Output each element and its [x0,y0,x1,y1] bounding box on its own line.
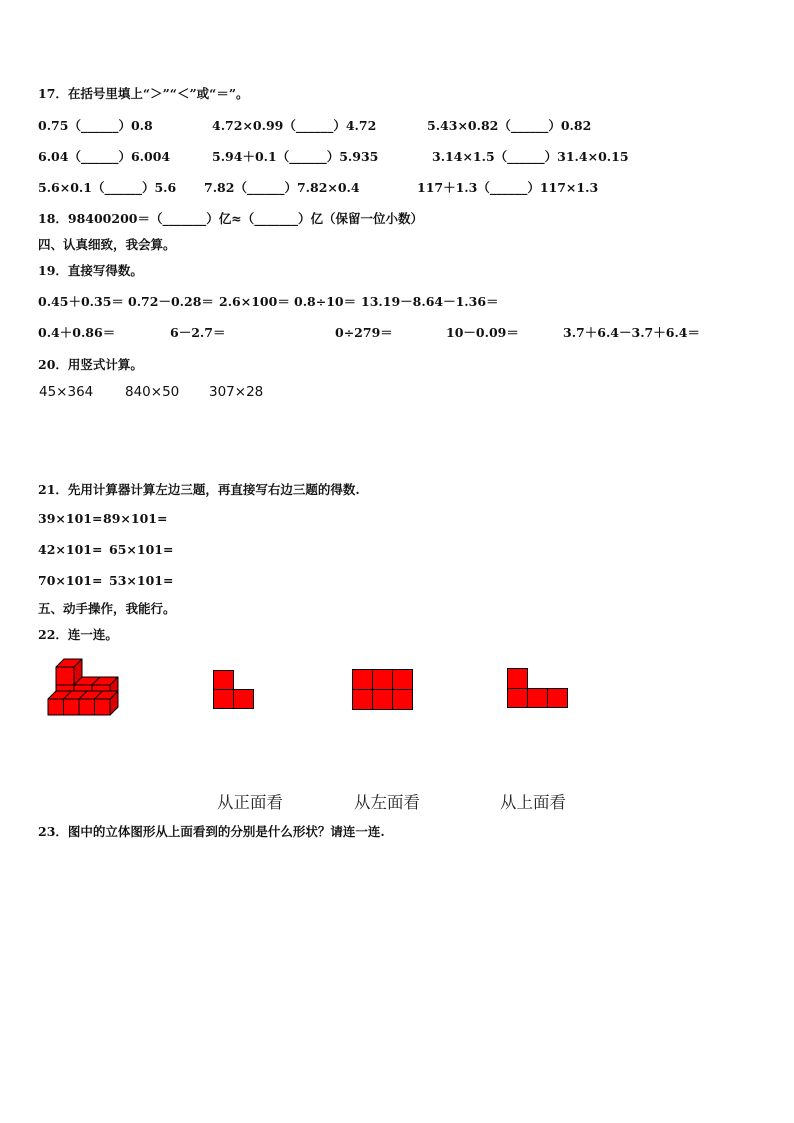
q20-title: 20．用竖式计算。 [38,357,143,372]
q17-item: 0.75（______）0.8 [38,118,153,133]
q17-item: 4.72×0.99（______）4.72 [212,118,377,133]
q17-item: 6.04（______）6.004 [38,149,171,164]
q19-item: 0.8÷10＝ [294,294,357,309]
q17-title: 17．在括号里填上“＞”“＜”或“＝”。 [38,86,249,101]
q19-item: 0÷279＝ [335,325,393,340]
q19-item: 2.6×100＝ [219,294,290,309]
q21-item: 89×101= [103,511,168,526]
q21-item: 53×101= [109,573,174,588]
q17-item: 5.94＋0.1（______）5.935 [212,149,379,164]
section5-title: 五、动手操作，我能行。 [38,601,176,616]
q21-item: 65×101= [109,542,174,557]
q22-title: 22．连一连。 [38,627,118,642]
section4-title: 四、认真细致，我会算。 [38,237,176,252]
q17-item: 3.14×1.5（______）31.4×0.15 [432,149,629,164]
q19-item: 0.45＋0.35＝ [38,294,124,309]
view-label-front: 从正面看 [217,793,283,812]
q23-title: 23．图中的立体图形从上面看到的分别是什么形状？请连一连. [38,824,385,839]
q19-item: 6－2.7＝ [170,325,226,340]
view-shape-c [507,668,568,709]
q19-title: 19．直接写得数。 [38,263,143,278]
view-shape-a [213,670,255,710]
q19-item: 10－0.09＝ [446,325,519,340]
q20-item: 307×28 [209,384,264,400]
q19-item: 13.19－8.64－1.36＝ [361,294,499,309]
q21-title: 21．先用计算器计算左边三题，再直接写右边三题的得数. [38,482,360,497]
q19-item: 0.4＋0.86＝ [38,325,116,340]
q19-item: 0.72－0.28＝ [128,294,214,309]
view-shape-b [352,669,413,710]
view-label-left: 从左面看 [354,793,420,812]
q17-item: 5.6×0.1（______）5.6 [38,180,177,195]
q21-item: 39×101= [38,511,103,526]
q17-item: 5.43×0.82（______）0.82 [427,118,592,133]
q21-item: 42×101= [38,542,103,557]
q17-item: 7.82（______）7.82×0.4 [204,180,360,195]
q17-item: 117＋1.3（______）117×1.3 [417,180,599,195]
q20-item: 45×364 [39,384,94,400]
cube-stack-figure [44,655,126,719]
q20-item: 840×50 [125,384,180,400]
q21-item: 70×101= [38,573,103,588]
q19-item: 3.7＋6.4－3.7＋6.4＝ [563,325,700,340]
view-label-top: 从上面看 [500,793,566,812]
q18-text: 18．98400200＝（_______）亿≈（_______）亿（保留一位小数） [38,211,423,226]
